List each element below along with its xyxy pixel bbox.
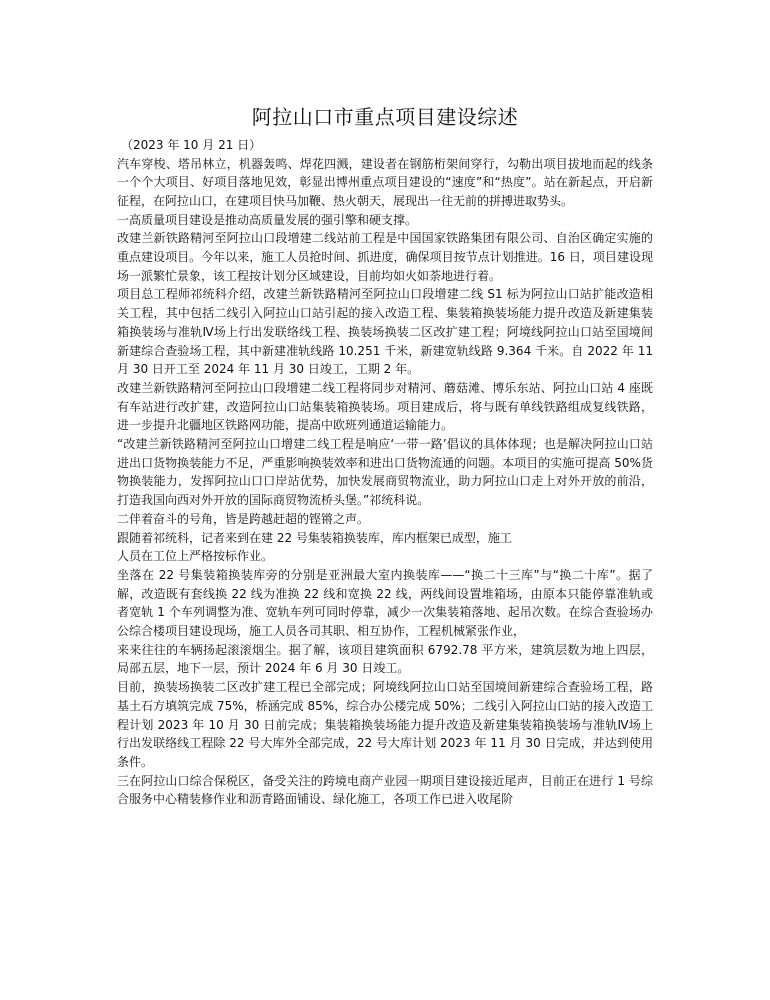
- paragraph: 改建兰新铁路精河至阿拉山口段增建二线工程将同步对精河、蘑菇滩、博乐东站、阿拉山口站 4 座既有车站进行改扩建，改造阿拉山口站集装箱换装场。项目建成后，将与既有单线铁路组成复线铁路，进一步提升北疆地区铁路网功能，提高中欧班列通道运输能力。: [117, 380, 653, 433]
- paragraph: 改建兰新铁路精河至阿拉山口段增建二线站前工程是中国国家铁路集团有限公司、自治区确定实施的重点建设项目。今年以来，施工人员抢时间、抓进度，确保项目按节点计划推进。16 日，项目建设现场一派繁忙景象，该工程按计划分区域建设，目前均如火如荼地进行着。: [117, 231, 653, 283]
- paragraph: 来来往往的车辆扬起滚滚烟尘。据了解，该项目建筑面积 6792.78 平方米，建筑层数为地上四层，局部五层，地下一层，预计 2024 年 6 月 30 日竣工。: [117, 642, 653, 676]
- paragraph: 坐落在 22 号集装箱换装库旁的分别是亚洲最大室内换装库——“换二十三库”与“换二十库”。据了解，改造既有套线换 22 线为准换 22 线和宽换 22 线，两线间设置堆箱场，由原本只能停靠准轨或者宽轨 1 个车列调整为准、宽轨车列可同时停靠，减少一次集装箱落地、起吊次数。在综合查验场办公综合楼项目建设现场，施工人员各司其职、相互协作，工程机械紧张作业，: [117, 567, 653, 639]
- paragraph: 目前，换装场换装二区改扩建工程已全部完成；阿境线阿拉山口站至国境间新建综合查验场工程，路基土石方填筑完成 75%，桥涵完成 85%，综合办公楼完成 50%；二线引入阿拉山口站的接入改造工程计划 2023 年 10 月 30 日前完成；集装箱换装场能力提升改造及新建集装箱换装场与准轨Ⅳ场上行出发联络线工程除 22 号大库外全部完成，22 号大库计划 2023 年 11 月 30 日完成，并达到使用条件。: [117, 680, 653, 769]
- document-date: （2023 年 10 月 21 日）: [121, 138, 262, 152]
- paragraph: 一高质量项目建设是推动高质量发展的强引擎和硬支撑。: [117, 212, 418, 227]
- paragraph: 项目总工程师祁统科介绍，改建兰新铁路精河至阿拉山口段增建二线 S1 标为阿拉山口站扩能改造相关工程，其中包括二线引入阿拉山口站引起的接入改造工程、集装箱换装场能力提升改造及新建集装箱换装场与准轨Ⅳ场上行出发联络线工程、换装场换装二区改扩建工程；阿境线阿拉山口站至国境间新建综合查验场工程，其中新建准轨线路 10.251 千米，新建宽轨线路 9.364 千米。自 2022 年 11 月 30 日开工至 2024 年 11 月 30 日竣工，工期 2 年。: [117, 287, 653, 377]
- document-title: 阿拉山口市重点项目建设综述: [251, 105, 519, 129]
- paragraph: “改建兰新铁路精河至阿拉山口增建二线工程是响应‘一带一路’倡议的具体体现；也是解决阿拉山口站进出口货物换装能力不足，严重影响换装效率和进出口货物流通的问题。本项目的实施可提高 50%货物换装能力，发挥阿拉山口口岸站优势，加快发展商贸物流业，助力阿拉山口走上对外开放的前沿，打造我国向西对外开放的国际商贸物流桥头堡。”祁统科说。: [117, 437, 653, 508]
- paragraph: 人员在工位上严格按标作业。: [117, 549, 274, 564]
- document-page: [117, 104, 653, 809]
- paragraph: 跟随着祁统科，记者来到在建 22 号集装箱换装库，库内框架已成型，施工: [117, 530, 512, 545]
- paragraph: 二伴着奋斗的号角，皆是跨越赶超的铿锵之声。: [117, 511, 370, 526]
- paragraph: 三在阿拉山口综合保税区，备受关注的跨境电商产业园一期项目建设接近尾声，目前正在进行 1 号综合服务中心精装修作业和沥青路面铺设、绿化施工，各项工作已进入收尾阶: [117, 773, 653, 807]
- paragraph: 汽车穿梭、塔吊林立，机器轰鸣、焊花四溅，建设者在钢筋桁架间穿行，勾勒出项目拔地而起的线条一个个大项目、好项目落地见效，彰显出博州重点项目建设的“速度”和“热度”。站在新起点，开启新征程，在阿拉山口，在建项目快马加鞭、热火朝天，展现出一往无前的拼搏进取势头。: [117, 156, 653, 208]
